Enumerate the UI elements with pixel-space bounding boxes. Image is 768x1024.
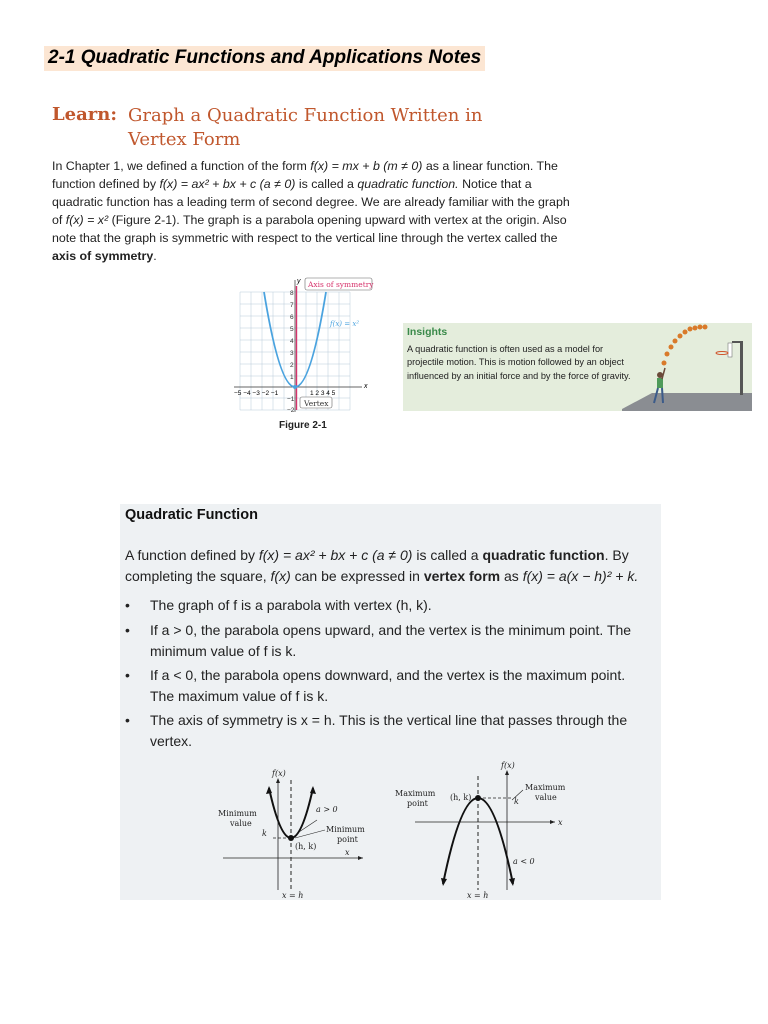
vertex-hk-label: (h, k) bbox=[450, 793, 472, 802]
x-eq-h-label: x = h bbox=[467, 891, 489, 900]
def-text-1: A function defined by bbox=[125, 547, 259, 563]
min-point-label: Minimum bbox=[326, 825, 365, 834]
def-eq-1: f(x) = ax² + bx + c (a ≠ 0) bbox=[258, 547, 413, 563]
upward-parabola-graph bbox=[213, 766, 383, 900]
intro-text-4: Notice that a quadratic function has a leading term of second degree. We are already familiar with the graph of bbox=[52, 177, 570, 227]
def-text-2: is called a bbox=[412, 547, 483, 563]
bullet-text: The axis of symmetry is x = h. This is the vertical line that passes through the vertex. bbox=[150, 712, 628, 749]
intro-text-3: is called a bbox=[295, 177, 358, 191]
intro-paragraph bbox=[52, 157, 572, 265]
box-definition bbox=[125, 545, 655, 587]
y-axis-label: f(x) bbox=[272, 769, 286, 778]
bullet-text: If a < 0, the parabola opens downward, and the vertex is the maximum point. The maximum value of f is k. bbox=[150, 667, 626, 704]
y-tick-3: 3 bbox=[290, 350, 294, 357]
def-fx: f(x) bbox=[270, 568, 291, 584]
y-tick-2: 2 bbox=[290, 362, 294, 369]
intro-term-axis: axis of symmetry bbox=[52, 249, 154, 263]
box-title: Quadratic Function bbox=[125, 507, 258, 523]
min-point-label-2: point bbox=[337, 835, 358, 844]
insights-title: Insights bbox=[407, 326, 448, 338]
bullet-text: The graph of f is a parabola with vertex (h, k). bbox=[150, 597, 432, 613]
x-axis-label: x bbox=[345, 848, 350, 857]
min-value-label-2: value bbox=[230, 819, 252, 828]
max-point-label: Maximum bbox=[395, 789, 436, 798]
vertex-label: Vertex bbox=[304, 399, 329, 408]
a-condition: a < 0 bbox=[513, 857, 535, 866]
y-tick-1: 1 bbox=[290, 374, 294, 381]
intro-text-6: . bbox=[153, 249, 157, 263]
def-term-quadratic: quadratic function bbox=[482, 547, 605, 563]
insights-box bbox=[403, 323, 752, 411]
x-axis-label: x bbox=[364, 383, 368, 390]
downward-parabola-graph bbox=[395, 756, 565, 900]
insights-text: A quadratic function is often used as a model for projectile motion. This is motion followed by an object influenced by an initial force and by the force of gravity. bbox=[407, 344, 631, 381]
bullet-icon: • bbox=[125, 667, 130, 683]
bullet-text: If a > 0, the parabola opens upward, and the vertex is the minimum point. The minimum value of f is k. bbox=[150, 622, 632, 659]
min-value-label: Minimum bbox=[218, 809, 257, 818]
def-text-5: as bbox=[500, 568, 523, 584]
bullet-icon: • bbox=[125, 622, 130, 638]
intro-text-1: In Chapter 1, we defined a function of the form bbox=[52, 159, 311, 173]
y-tick-neg1: −1 bbox=[287, 396, 295, 403]
def-term-vertex-form: vertex form bbox=[423, 568, 501, 584]
figure-caption: Figure 2-1 bbox=[279, 420, 327, 431]
y-tick-7: 7 bbox=[290, 302, 294, 309]
k-label: k bbox=[262, 829, 267, 838]
quadratic-function-box bbox=[120, 504, 661, 900]
y-axis-label: f(x) bbox=[501, 761, 515, 770]
y-tick-8: 8 bbox=[290, 290, 294, 297]
basketball-illustration bbox=[612, 323, 752, 411]
y-tick-6: 6 bbox=[290, 314, 294, 321]
learn-heading bbox=[128, 104, 528, 152]
x-axis-label: x bbox=[558, 818, 563, 827]
def-text-3: . By completing the square, bbox=[125, 547, 629, 584]
a-condition: a > 0 bbox=[316, 805, 338, 814]
intro-term-quadratic: quadratic function. bbox=[357, 177, 459, 191]
intro-eq-linear: f(x) = mx + b (m ≠ 0) bbox=[310, 159, 423, 173]
y-tick-neg2: −2 bbox=[287, 407, 295, 414]
k-label: k bbox=[514, 797, 519, 806]
y-tick-4: 4 bbox=[290, 338, 294, 345]
intro-eq-quadratic: f(x) = ax² + bx + c (a ≠ 0) bbox=[159, 177, 296, 191]
x-ticks-positive: 1 2 3 4 5 bbox=[310, 390, 336, 397]
learn-heading-line2: Vertex Form bbox=[128, 129, 241, 150]
page-title: 2-1 Quadratic Functions and Applications Notes bbox=[44, 46, 485, 71]
y-axis-label: y bbox=[297, 278, 301, 285]
y-tick-5: 5 bbox=[290, 326, 294, 333]
x-eq-h-label: x = h bbox=[282, 891, 304, 900]
vertex-point bbox=[293, 385, 297, 389]
curve-label: f(x) = x² bbox=[330, 320, 360, 328]
intro-eq-square: f(x) = x² bbox=[65, 213, 109, 227]
axis-of-symmetry-label: Axis of symmetry bbox=[308, 280, 374, 289]
def-text-4: can be expressed in bbox=[290, 568, 424, 584]
learn-label: Learn: bbox=[52, 104, 117, 125]
def-eq-2: f(x) = a(x − h)² + k. bbox=[522, 568, 639, 584]
max-point-label-2: point bbox=[407, 799, 428, 808]
max-value-label: Maximum bbox=[525, 783, 565, 792]
max-value-label-2: value bbox=[535, 793, 557, 802]
bullet-icon: • bbox=[125, 597, 130, 613]
vertex-hk-label: (h, k) bbox=[295, 842, 317, 851]
intro-text-2: as a linear function. The function defined by bbox=[52, 159, 558, 191]
intro-text-5: (Figure 2-1). The graph is a parabola opening upward with vertex at the origin. Also note that the graph is symmetric with respect to the vertical line through the vertex called the bbox=[52, 213, 567, 245]
bullet-icon: • bbox=[125, 712, 130, 728]
figure-2-1-graph bbox=[230, 276, 376, 416]
x-ticks-negative: −5 −4 −3 −2 −1 bbox=[234, 390, 279, 397]
learn-heading-line1: Graph a Quadratic Function Written in bbox=[128, 105, 483, 126]
